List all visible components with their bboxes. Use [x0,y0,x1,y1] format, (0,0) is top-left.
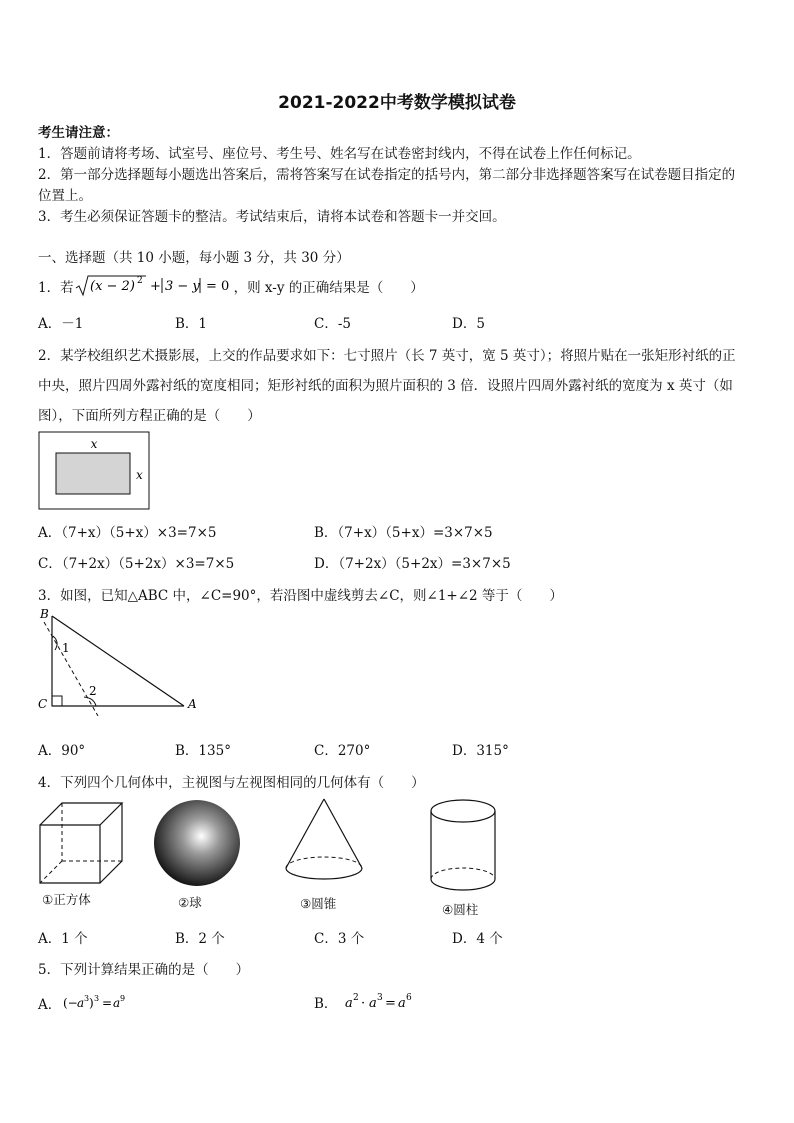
cone-figure [282,796,368,890]
q1-suffix: ，则 x-y 的正确结果是（ ） [233,280,424,296]
q3-label-b: B [40,607,49,621]
q1-formula [74,273,234,299]
notice-item-1: 1．答题前请将考场、试室号、座位号、考生号、姓名写在试卷密封线内，不得在试卷上作任何标记。 [38,146,641,162]
notice-item-2-cont: 位置上。 [38,188,92,204]
svg-text:·: · [361,996,366,1011]
cylinder-figure [428,797,500,895]
q2-option-d[interactable]: D．（7+2x）（5+2x）=3×7×5 [314,556,511,572]
svg-text:3: 3 [94,994,100,1003]
svg-text:(x − 2): (x − 2) [89,279,135,294]
q2-line-2: 中央，照片四周外露衬纸的宽度相同；矩形衬纸的面积为照片面积的 3 倍．设照片四周外露衬纸的宽度为 x 英寸（如 [38,378,733,394]
page-title: 2021-2022中考数学模拟试卷 [278,93,516,113]
svg-text:3 − y: 3 − y [164,279,200,294]
svg-text:3: 3 [84,994,90,1003]
q2-label-right: x [136,468,143,482]
q5-text: 5．下列计算结果正确的是（ ） [38,962,250,978]
solid-label-sphere: ②球 [178,895,202,910]
q3-angle-2: 2 [89,684,97,698]
q2-option-b[interactable]: B．（7+x）（5+x）=3×7×5 [314,525,493,541]
svg-text:= 0: = 0 [205,279,229,294]
svg-text:2: 2 [353,993,360,1003]
q5-option-a-label: A． [38,997,62,1013]
q3-option-b[interactable]: B．135° [175,743,231,759]
notice-item-2: 2．第一部分选择题每小题选出答案后，需将答案写在试卷指定的括号内，第二部分非选择题答案写在试卷题目指定的 [38,167,736,183]
notice-item-3: 3．考生必须保证答题卡的整洁。考试结束后，请将本试卷和答题卡一并交回。 [38,209,506,225]
q4-option-d[interactable]: D．4 个 [452,931,503,947]
q4-option-b[interactable]: B．2 个 [175,931,225,947]
q4-option-c[interactable]: C．3 个 [314,931,365,947]
svg-text:6: 6 [406,993,413,1003]
q3-text: 3．如图，已知△ABC 中，∠C=90°，若沿图中虚线剪去∠C，则∠1+∠2 等于（ ） [38,588,563,604]
q4-text: 4．下列四个几何体中，主视图与左视图相同的几何体有（ ） [38,775,425,791]
q2-line-3: 图），下面所列方程正确的是（ ） [38,408,261,424]
q2-line-1: 2．某学校组织艺术摄影展，上交的作品要求如下：七寸照片（长 7 英寸，宽 5 英寸）；将照片贴在一张矩形衬纸的正 [38,348,736,364]
svg-text:a: a [345,996,354,1011]
q1-option-a[interactable]: A．－1 [38,316,84,332]
svg-text:=: = [102,996,113,1010]
q3-label-a: A [188,697,197,711]
q2-label-top: x [90,437,98,451]
q1-option-b[interactable]: B．1 [175,316,208,332]
svg-text:(−: (− [63,996,78,1010]
q3-angle-1: 1 [62,641,70,655]
q3-option-a[interactable]: A．90° [38,743,86,759]
cube-figure [36,797,132,889]
svg-text:2: 2 [136,276,143,286]
solid-label-cone: ③圆锥 [300,896,337,911]
notice-heading: 考生请注意： [38,125,119,141]
svg-text:a: a [113,996,121,1010]
svg-text:3: 3 [377,993,384,1003]
q2-option-c[interactable]: C．（7+2x）（5+2x）×3=7×5 [38,556,235,572]
svg-text:a: a [398,996,407,1011]
q5-option-a[interactable] [38,993,141,1013]
q5-option-b-label: B． [314,996,338,1012]
q1-option-d[interactable]: D．5 [452,316,485,332]
q3-option-d[interactable]: D．315° [452,743,509,759]
q2-option-a[interactable]: A．（7+x）（5+x）×3=7×5 [38,525,217,541]
svg-text:a: a [77,996,85,1010]
q1-option-c[interactable]: C．-5 [314,316,351,332]
q2-figure [38,431,152,511]
q4-option-a[interactable]: A．1 个 [38,931,88,947]
svg-text:): ) [89,996,94,1010]
q3-option-c[interactable]: C．270° [314,743,371,759]
svg-text:+: + [149,279,161,294]
q5-option-b[interactable] [314,991,427,1013]
sphere-figure [152,798,242,888]
q5-option-a-formula [61,993,141,1013]
section-heading: 一、选择题（共 10 小题，每小题 3 分，共 30 分） [38,250,350,266]
svg-text:9: 9 [120,994,126,1003]
question-1 [38,273,424,299]
q1-prefix: 1．若 [38,280,74,296]
q3-figure [36,606,206,716]
svg-text:a: a [369,996,378,1011]
solid-label-cube: ①正方体 [42,892,91,907]
svg-text:=: = [385,996,397,1011]
solid-label-cylinder: ④圆柱 [442,902,479,917]
q5-option-b-formula [337,991,427,1013]
q3-label-c: C [38,697,48,711]
